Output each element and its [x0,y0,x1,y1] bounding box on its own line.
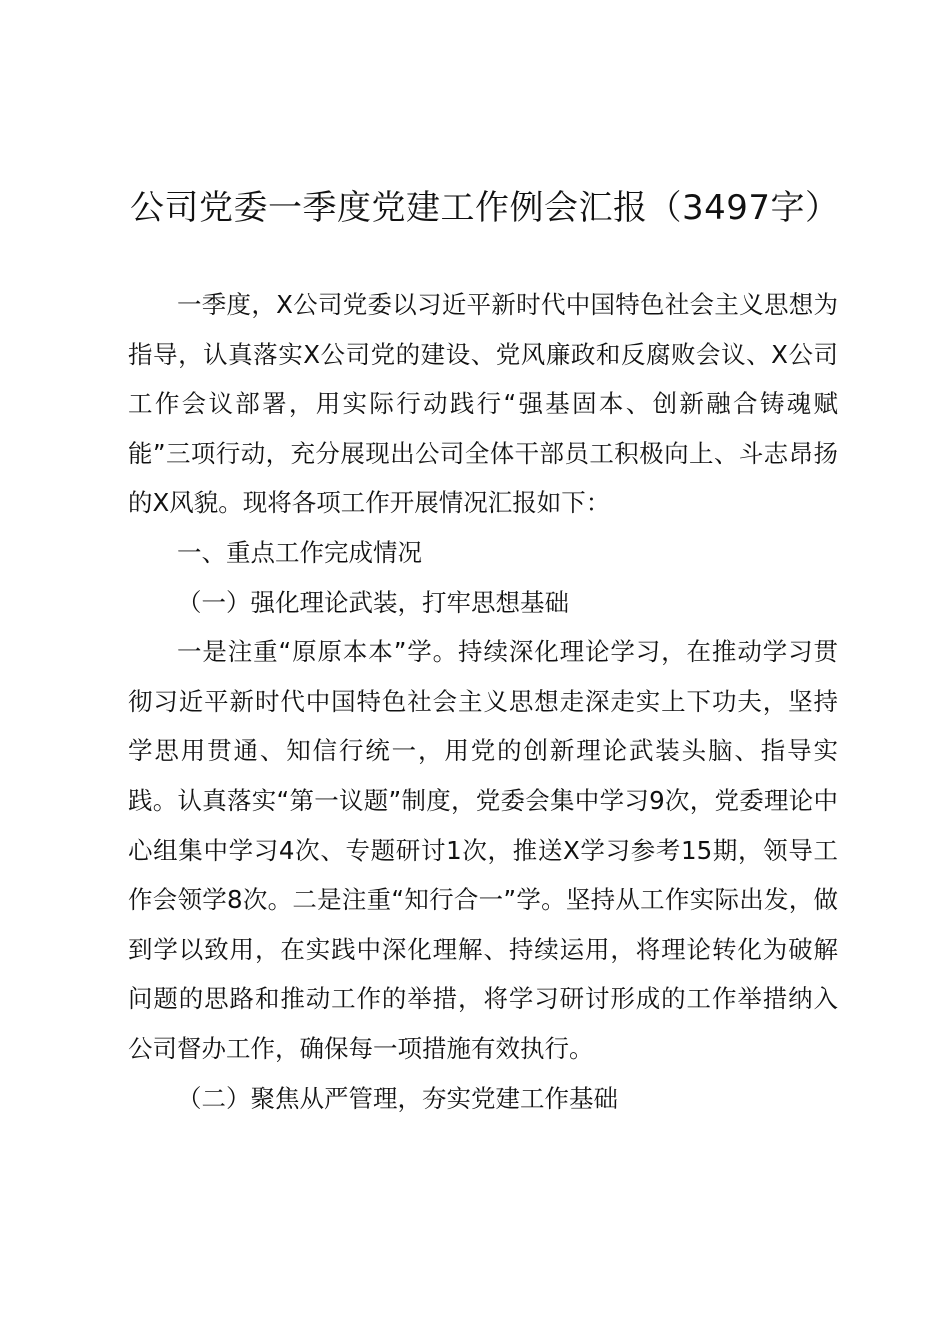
intro-paragraph: 一季度，X公司党委以习近平新时代中国特色社会主义思想为指导，认真落实X公司党的建设、党风廉政和反腐败会议、X公司工作会议部署，用实际行动践行“强基固本、创新融合铸魂赋能”三项行动，充分展现出公司全体干部员工积极向上、斗志昂扬的X风貌。现将各项工作开展情况汇报如下： [128,290,838,518]
subsection-heading: （二）聚焦从严管理，夯实党建工作基础 [177,1083,618,1113]
document-title: 公司党委一季度党建工作例会汇报（3497字） [130,188,840,228]
section-heading: 一、重点工作完成情况 [177,537,422,567]
subsection-heading: （一）强化理论武装，打牢思想基础 [177,587,569,617]
document-body [128,280,838,1123]
body-paragraph: 一是注重“原原本本”学。持续深化理论学习，在推动学习贯彻习近平新时代中国特色社会主义思想走深走实上下功夫，坚持学思用贯通、知信行统一，用党的创新理论武装头脑、指导实践。认真落实“第一议题”制度，党委会集中学习9次，党委理论中心组集中学习4次、专题研讨1次，推送X学习参考15期，领导工作会领学8次。二是注重“知行合一”学。坚持从工作实际出发，做到学以致用，在实践中深化理解、持续运用，将理论转化为破解问题的思路和推动工作的举措，将学习研讨形成的工作举措纳入公司督办工作，确保每一项措施有效执行。 [128,637,838,1063]
